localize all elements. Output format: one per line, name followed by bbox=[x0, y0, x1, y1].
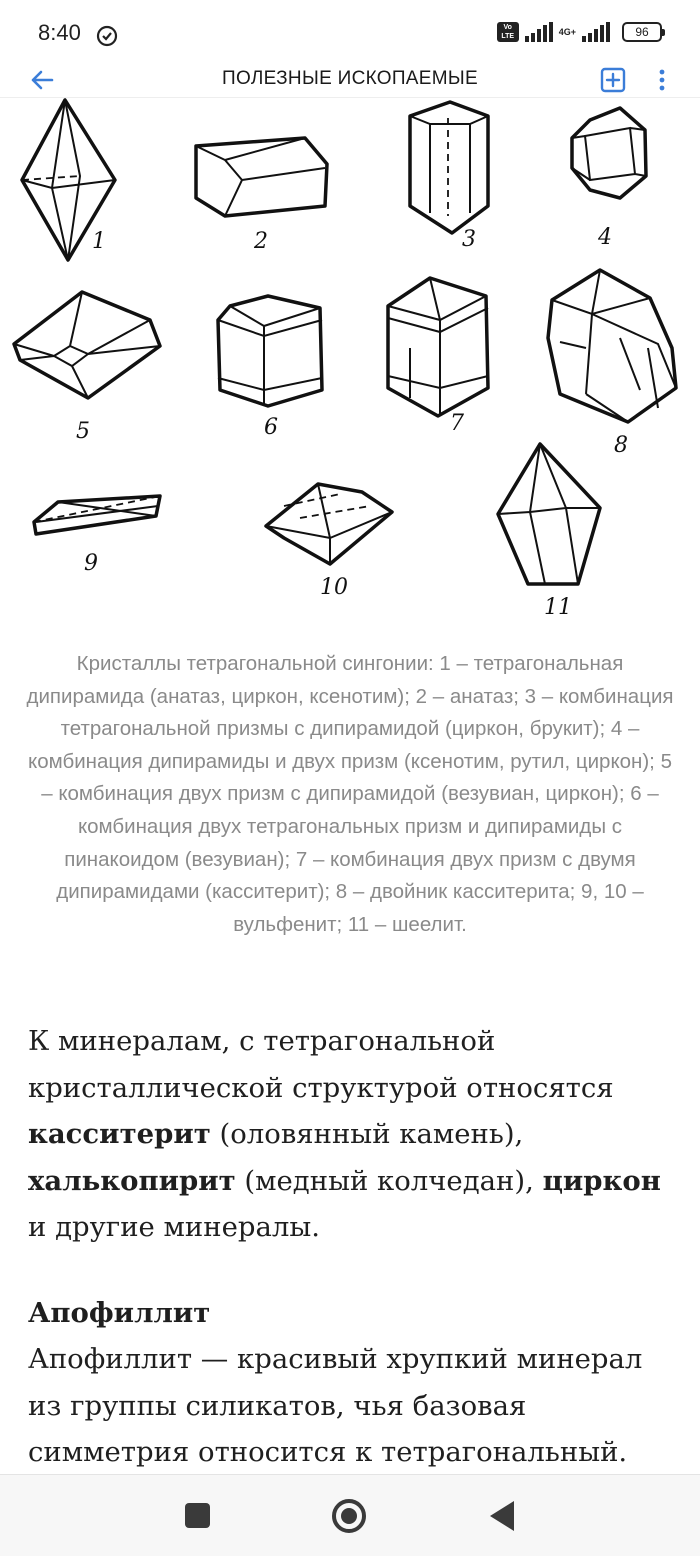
crystal-7 bbox=[388, 278, 488, 416]
battery-icon: 96 bbox=[622, 22, 662, 42]
crystals-drawing bbox=[0, 98, 700, 628]
crystal-8 bbox=[548, 270, 676, 422]
status-icons bbox=[497, 22, 662, 42]
crystal-label-9: 9 bbox=[84, 551, 98, 576]
crystal-9 bbox=[34, 496, 160, 534]
crystal-label-2: 2 bbox=[254, 229, 268, 254]
crystal-2 bbox=[196, 138, 327, 216]
paragraph-tetragonal-minerals bbox=[28, 1018, 678, 1251]
crystal-label-5: 5 bbox=[76, 419, 90, 444]
crystal-label-1: 1 bbox=[92, 229, 106, 254]
square-recents-icon[interactable] bbox=[185, 1503, 210, 1528]
crystal-3 bbox=[410, 102, 488, 233]
mineral-zircon: циркон bbox=[542, 1164, 661, 1197]
crystal-label-11: 11 bbox=[544, 595, 572, 620]
crystal-label-4: 4 bbox=[598, 225, 612, 250]
mineral-chalcopyrite-note: (медный колчедан), bbox=[235, 1164, 543, 1197]
crystals-figure bbox=[0, 98, 700, 628]
crystal-label-10: 10 bbox=[320, 575, 348, 600]
alarm-check-icon bbox=[96, 25, 118, 47]
app-header bbox=[0, 64, 700, 98]
figure-caption: Кристаллы тетрагональной сингонии: 1 – тетрагональная дипирамида (анатаз, циркон, ксенотим); 2 – анатаз; 3 – комбинация тетрагональной призмы с дипирамидой (циркон, брукит); 4 – комбинация дипирамиды и двух призм (ксенотим, рутил, циркон); 5 – комбинация двух призм с дипирамидой (везувиан, циркон); 6 – комбинация двух тетрагональных призм и дипирамиды с пинакоидом (везувиан); 7 – комбинация двух призм с двумя дипирамидами (касситерит); 8 – двойник касситерита; 9, 10 – вульфенит; 11 – шеелит. bbox=[26, 652, 674, 936]
system-nav-bar bbox=[0, 1474, 700, 1556]
page-title: ПОЛЕЗНЫЕ ИСКОПАЕМЫЕ bbox=[222, 68, 478, 89]
signal-icon-2 bbox=[582, 22, 612, 42]
network-type: 4G+ bbox=[558, 26, 576, 37]
mineral-chalcopyrite: халькопирит bbox=[28, 1164, 236, 1197]
more-vert-icon[interactable] bbox=[652, 67, 672, 93]
paragraph-outro: и другие минералы. bbox=[28, 1211, 320, 1243]
paragraph-intro: К минералам, с тетрагональной кристаллической структурой относятся bbox=[28, 1025, 614, 1104]
crystal-labels bbox=[76, 225, 628, 620]
signal-icon bbox=[525, 22, 553, 42]
crystal-4 bbox=[572, 108, 646, 198]
circle-home-icon[interactable] bbox=[332, 1499, 366, 1533]
crystal-5 bbox=[14, 292, 160, 398]
mineral-cassiterite-note: (оловянный камень), bbox=[210, 1118, 524, 1150]
volte-icon: Vo LTE bbox=[497, 22, 519, 42]
triangle-back-icon[interactable] bbox=[490, 1501, 514, 1531]
status-bar bbox=[0, 0, 700, 64]
crystal-label-3: 3 bbox=[462, 227, 476, 252]
crystal-label-7: 7 bbox=[450, 411, 464, 436]
paragraph-apophyllite: Апофиллит — красивый хрупкий минерал из группы силикатов, чья базовая симметрия относится к тетрагональный. bbox=[28, 1343, 643, 1468]
crystal-label-8: 8 bbox=[614, 433, 628, 458]
crystal-6 bbox=[218, 296, 322, 406]
add-box-icon[interactable] bbox=[600, 67, 626, 93]
mineral-cassiterite: касситерит bbox=[28, 1118, 211, 1150]
crystal-label-6: 6 bbox=[264, 415, 278, 440]
crystal-10 bbox=[266, 484, 392, 564]
crystal-11 bbox=[498, 444, 600, 584]
section-heading-apophyllite: Апофиллит bbox=[28, 1297, 211, 1329]
status-time: 8:40 bbox=[38, 20, 81, 45]
